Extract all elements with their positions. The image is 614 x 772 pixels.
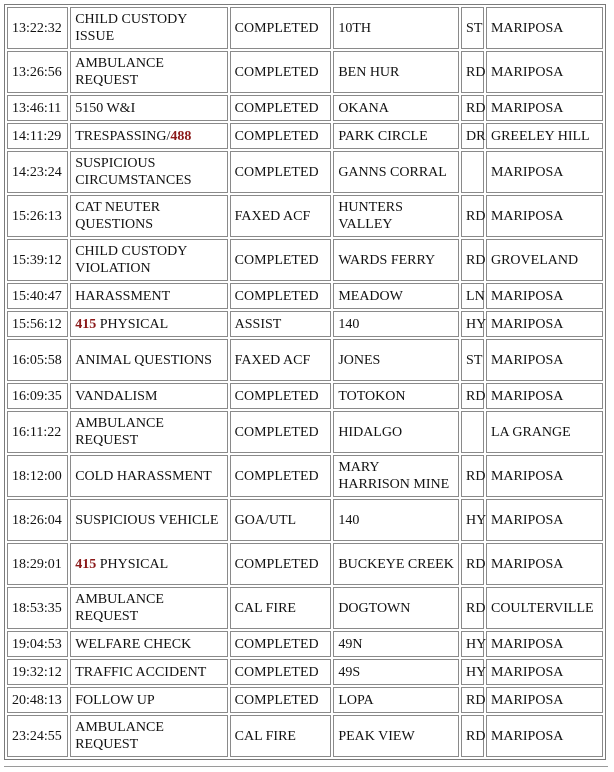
time-cell: 15:39:12: [7, 239, 68, 281]
street-cell: TOTOKON: [333, 383, 459, 409]
disposition-cell: GOA/UTL: [230, 499, 332, 541]
city-cell: MARIPOSA: [486, 195, 603, 237]
disposition-cell: COMPLETED: [230, 123, 332, 149]
time-cell: 16:05:58: [7, 339, 68, 381]
penal-code: 415: [75, 556, 97, 572]
table-row: [7, 239, 603, 281]
call-type-cell: VANDALISM: [70, 383, 227, 409]
call-type-cell: [70, 543, 227, 585]
time-cell: 14:23:24: [7, 151, 68, 193]
call-type-cell: CHILD CUSTODY VIOLATION: [70, 239, 227, 281]
city-cell: MARIPOSA: [486, 283, 603, 309]
street-cell: DOGTOWN: [333, 587, 459, 629]
street-cell: PEAK VIEW: [333, 715, 459, 757]
call-type-cell: SUSPICIOUS VEHICLE: [70, 499, 227, 541]
table-row: [7, 587, 603, 629]
disposition-cell: COMPLETED: [230, 411, 332, 453]
street-suffix-cell: RD: [461, 543, 484, 585]
penal-code: 488: [170, 128, 192, 144]
street-suffix-cell: [461, 411, 484, 453]
time-cell: 20:48:13: [7, 687, 68, 713]
time-cell: 18:12:00: [7, 455, 68, 497]
call-type-cell: [70, 123, 227, 149]
street-suffix-cell: RD: [461, 95, 484, 121]
time-cell: 18:26:04: [7, 499, 68, 541]
time-cell: 15:40:47: [7, 283, 68, 309]
disposition-cell: COMPLETED: [230, 455, 332, 497]
disposition-cell: COMPLETED: [230, 659, 332, 685]
table-row: [7, 283, 603, 309]
table-row: [7, 543, 603, 585]
city-cell: MARIPOSA: [486, 455, 603, 497]
call-type-cell: AMBULANCE REQUEST: [70, 715, 227, 757]
time-cell: 19:32:12: [7, 659, 68, 685]
disposition-cell: FAXED ACF: [230, 195, 332, 237]
call-type-cell: COLD HARASSMENT: [70, 455, 227, 497]
city-cell: MARIPOSA: [486, 339, 603, 381]
disposition-cell: COMPLETED: [230, 151, 332, 193]
street-cell: 49N: [333, 631, 459, 657]
disposition-cell: COMPLETED: [230, 631, 332, 657]
table-row: [7, 339, 603, 381]
street-suffix-cell: HY: [461, 311, 484, 337]
table-row: [7, 455, 603, 497]
time-cell: 16:09:35: [7, 383, 68, 409]
street-suffix-cell: RD: [461, 587, 484, 629]
table-row: [7, 499, 603, 541]
city-cell: MARIPOSA: [486, 687, 603, 713]
call-type-cell: WELFARE CHECK: [70, 631, 227, 657]
street-cell: 140: [333, 499, 459, 541]
time-cell: 18:29:01: [7, 543, 68, 585]
call-type-cell: AMBULANCE REQUEST: [70, 51, 227, 93]
call-type-cell: CAT NEUTER QUESTIONS: [70, 195, 227, 237]
call-type-cell: CHILD CUSTODY ISSUE: [70, 7, 227, 49]
city-cell: LA GRANGE: [486, 411, 603, 453]
call-type-cell: ANIMAL QUESTIONS: [70, 339, 227, 381]
city-cell: MARIPOSA: [486, 383, 603, 409]
time-cell: 23:24:55: [7, 715, 68, 757]
street-suffix-cell: HY: [461, 631, 484, 657]
disposition-cell: ASSIST: [230, 311, 332, 337]
disposition-cell: COMPLETED: [230, 543, 332, 585]
disposition-cell: COMPLETED: [230, 687, 332, 713]
table-row: [7, 687, 603, 713]
time-cell: 14:11:29: [7, 123, 68, 149]
street-suffix-cell: RD: [461, 51, 484, 93]
incident-log-table: [4, 4, 606, 760]
penal-code: 415: [75, 316, 97, 332]
street-suffix-cell: ST: [461, 339, 484, 381]
time-cell: 13:26:56: [7, 51, 68, 93]
city-cell: MARIPOSA: [486, 715, 603, 757]
call-type-cell: AMBULANCE REQUEST: [70, 587, 227, 629]
street-suffix-cell: ST: [461, 7, 484, 49]
table-row: [7, 95, 603, 121]
street-cell: PARK CIRCLE: [333, 123, 459, 149]
disposition-cell: COMPLETED: [230, 239, 332, 281]
street-suffix-cell: RD: [461, 239, 484, 281]
call-type-cell: 5150 W&I: [70, 95, 227, 121]
disposition-cell: FAXED ACF: [230, 339, 332, 381]
street-cell: BEN HUR: [333, 51, 459, 93]
table-row: [7, 123, 603, 149]
street-cell: OKANA: [333, 95, 459, 121]
table-row: [7, 7, 603, 49]
street-cell: HUNTERS VALLEY: [333, 195, 459, 237]
city-cell: MARIPOSA: [486, 659, 603, 685]
city-cell: MARIPOSA: [486, 95, 603, 121]
table-row: [7, 311, 603, 337]
street-suffix-cell: HY: [461, 659, 484, 685]
street-cell: 10TH: [333, 7, 459, 49]
table-row: [7, 151, 603, 193]
call-type-cell: AMBULANCE REQUEST: [70, 411, 227, 453]
call-type-text: PHYSICAL: [96, 556, 169, 572]
city-cell: MARIPOSA: [486, 151, 603, 193]
table-row: [7, 383, 603, 409]
table-row: [7, 195, 603, 237]
street-cell: 49S: [333, 659, 459, 685]
street-cell: GANNS CORRAL: [333, 151, 459, 193]
time-cell: 13:46:11: [7, 95, 68, 121]
street-suffix-cell: RD: [461, 715, 484, 757]
disposition-cell: COMPLETED: [230, 51, 332, 93]
time-cell: 18:53:35: [7, 587, 68, 629]
city-cell: MARIPOSA: [486, 631, 603, 657]
disposition-cell: COMPLETED: [230, 383, 332, 409]
call-type-cell: HARASSMENT: [70, 283, 227, 309]
disposition-cell: COMPLETED: [230, 283, 332, 309]
city-cell: MARIPOSA: [486, 311, 603, 337]
city-cell: MARIPOSA: [486, 7, 603, 49]
disposition-cell: COMPLETED: [230, 7, 332, 49]
table-row: [7, 631, 603, 657]
call-type-cell: [70, 311, 227, 337]
street-suffix-cell: LN: [461, 283, 484, 309]
street-cell: JONES: [333, 339, 459, 381]
time-cell: 16:11:22: [7, 411, 68, 453]
street-cell: HIDALGO: [333, 411, 459, 453]
street-suffix-cell: DR: [461, 123, 484, 149]
street-cell: LOPA: [333, 687, 459, 713]
street-suffix-cell: RD: [461, 455, 484, 497]
call-type-text: TRESPASSING/: [75, 128, 171, 144]
street-suffix-cell: RD: [461, 687, 484, 713]
street-cell: 140: [333, 311, 459, 337]
call-type-cell: TRAFFIC ACCIDENT: [70, 659, 227, 685]
table-row: [7, 411, 603, 453]
call-type-text: PHYSICAL: [96, 316, 169, 332]
disposition-cell: CAL FIRE: [230, 715, 332, 757]
table-row: [7, 51, 603, 93]
street-suffix-cell: [461, 151, 484, 193]
city-cell: GREELEY HILL: [486, 123, 603, 149]
city-cell: GROVELAND: [486, 239, 603, 281]
call-type-cell: FOLLOW UP: [70, 687, 227, 713]
city-cell: COULTERVILLE: [486, 587, 603, 629]
street-suffix-cell: RD: [461, 195, 484, 237]
disposition-cell: COMPLETED: [230, 95, 332, 121]
street-cell: WARDS FERRY: [333, 239, 459, 281]
street-cell: BUCKEYE CREEK: [333, 543, 459, 585]
street-suffix-cell: HY: [461, 499, 484, 541]
street-suffix-cell: RD: [461, 383, 484, 409]
time-cell: 15:56:12: [7, 311, 68, 337]
table-row: [7, 659, 603, 685]
time-cell: 19:04:53: [7, 631, 68, 657]
city-cell: MARIPOSA: [486, 543, 603, 585]
incident-log-body: [7, 7, 603, 757]
street-cell: MARY HARRISON MINE: [333, 455, 459, 497]
street-cell: MEADOW: [333, 283, 459, 309]
time-cell: 15:26:13: [7, 195, 68, 237]
city-cell: MARIPOSA: [486, 499, 603, 541]
page-bottom-rule: [4, 766, 608, 767]
time-cell: 13:22:32: [7, 7, 68, 49]
table-row: [7, 715, 603, 757]
city-cell: MARIPOSA: [486, 51, 603, 93]
disposition-cell: CAL FIRE: [230, 587, 332, 629]
call-type-cell: SUSPICIOUS CIRCUMSTANCES: [70, 151, 227, 193]
